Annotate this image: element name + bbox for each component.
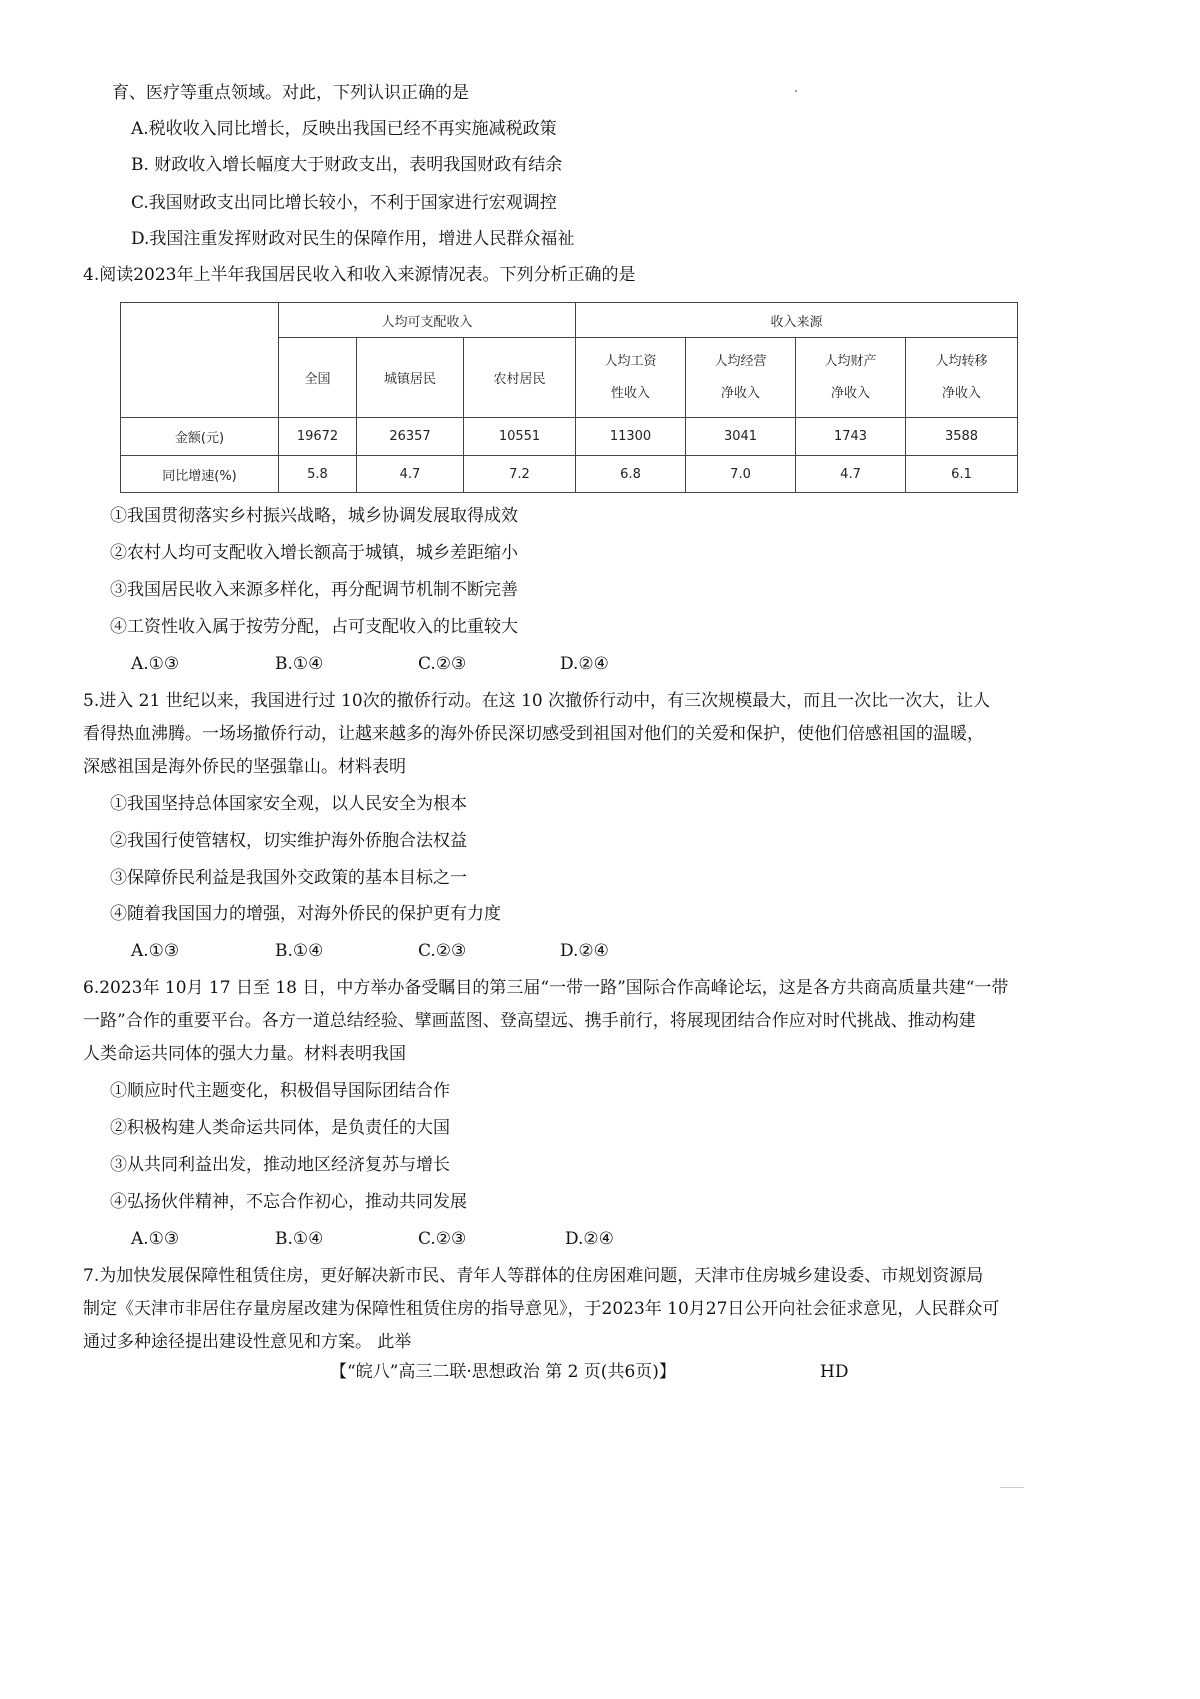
table-cell: 5.8 <box>279 456 357 493</box>
choice-d: D.②④ <box>560 941 609 961</box>
q3-option-b: B. 财政收入增长幅度大于财政支出，表明我国财政有结余 <box>131 155 563 175</box>
q5-stem-line-2: 看得热血沸腾。一场场撤侨行动，让越来越多的海外侨民深切感受到祖国对他们的关爱和保护，使他们倍感祖国的温暖， <box>83 724 984 744</box>
q5-stem-line-1: 5.进入 21 世纪以来，我国进行过 10次的撤侨行动。在这 10 次撤侨行动中，有三次规模最大，而且一次比一次大，让人 <box>83 691 991 711</box>
q4-statement-4: ④工资性收入属于按劳分配，占可支配收入的比重较大 <box>110 617 518 637</box>
choice-c: C.②③ <box>418 1229 467 1249</box>
q3-stem-end: 育、医疗等重点领域。对此，下列认识正确的是 <box>112 83 469 103</box>
q7-stem-line-3: 通过多种途径提出建设性意见和方案。 此举 <box>83 1332 412 1352</box>
q6-stem-line-3: 人类命运共同体的强大力量。材料表明我国 <box>83 1044 406 1064</box>
table-col-header: 全国 <box>279 338 357 418</box>
table-col-header: 人均经营 净收入 <box>686 338 796 418</box>
table-cell: 10551 <box>464 418 576 456</box>
table-row <box>121 456 1018 493</box>
choice-a: A.①③ <box>131 654 180 674</box>
table-cell: 6.8 <box>576 456 686 493</box>
table-cell: 4.7 <box>796 456 906 493</box>
table-col-header: 人均转移 净收入 <box>906 338 1018 418</box>
table-col-header: 人均工资 性收入 <box>576 338 686 418</box>
table-col-header: 农村居民 <box>464 338 576 418</box>
footer-code: HD <box>820 1362 849 1382</box>
table-cell: 11300 <box>576 418 686 456</box>
choice-b: B.①④ <box>275 1229 324 1249</box>
table-row <box>121 418 1018 456</box>
choice-a: A.①③ <box>131 1229 180 1249</box>
q5-statement-2: ②我国行使管辖权，切实维护海外侨胞合法权益 <box>110 831 467 851</box>
scan-speck <box>795 90 797 92</box>
choice-c: C.②③ <box>418 654 467 674</box>
q6-statement-1: ①顺应时代主题变化，积极倡导国际团结合作 <box>110 1081 450 1101</box>
scan-speck <box>1000 1487 1024 1488</box>
choice-d: D.②④ <box>565 1229 614 1249</box>
q6-statement-2: ②积极构建人类命运共同体，是负责任的大国 <box>110 1118 450 1138</box>
q5-statement-1: ①我国坚持总体国家安全观，以人民安全为根本 <box>110 794 467 814</box>
q3-option-c: C.我国财政支出同比增长较小，不利于国家进行宏观调控 <box>131 193 557 213</box>
table-cell: 3588 <box>906 418 1018 456</box>
table-cell: 3041 <box>686 418 796 456</box>
table-group-header: 人均可支配收入 <box>279 303 576 338</box>
table-cell: 1743 <box>796 418 906 456</box>
q3-option-d: D.我国注重发挥财政对民生的保障作用，增进人民群众福祉 <box>131 229 575 249</box>
income-table <box>120 302 1018 493</box>
choice-b: B.①④ <box>275 941 324 961</box>
q4-statement-2: ②农村人均可支配收入增长额高于城镇，城乡差距缩小 <box>110 543 518 563</box>
table-group-header: 收入来源 <box>576 303 1018 338</box>
q6-statement-3: ③从共同利益出发，推动地区经济复苏与增长 <box>110 1155 450 1175</box>
q3-option-a: A.税收收入同比增长，反映出我国已经不再实施减税政策 <box>131 119 557 139</box>
q6-statement-4: ④弘扬伙伴精神，不忘合作初心，推动共同发展 <box>110 1192 467 1212</box>
q5-statement-4: ④随着我国国力的增强，对海外侨民的保护更有力度 <box>110 904 501 924</box>
table-row-label: 同比增速(%) <box>121 456 279 493</box>
q7-stem-line-2: 制定《天津市非居住存量房屋改建为保障性租赁住房的指导意见》，于2023年 10月27日公开向社会征求意见，人民群众可 <box>83 1299 1000 1319</box>
q6-stem-line-2: 一路”合作的重要平台。各方一道总结经验、擘画蓝图、登高望远、携手前行，将展现团结合作应对时代挑战、推动构建 <box>83 1011 976 1031</box>
table-cell: 7.2 <box>464 456 576 493</box>
table-col-header: 人均财产 净收入 <box>796 338 906 418</box>
table-cell: 26357 <box>357 418 464 456</box>
q5-stem-line-3: 深感祖国是海外侨民的坚强靠山。材料表明 <box>83 757 406 777</box>
q5-statement-3: ③保障侨民利益是我国外交政策的基本目标之一 <box>110 868 467 888</box>
choice-d: D.②④ <box>560 654 609 674</box>
table-corner-cell <box>121 303 279 418</box>
choice-a: A.①③ <box>131 941 180 961</box>
q7-stem-line-1: 7.为加快发展保障性租赁住房，更好解决新市民、青年人等群体的住房困难问题，天津市住房城乡建设委、市规划资源局 <box>83 1266 984 1286</box>
q6-stem-line-1: 6.2023年 10月 17 日至 18 日，中方举办备受瞩目的第三届“一带一路”国际合作高峰论坛，这是各方共商高质量共建“一带 <box>83 978 1009 998</box>
table-cell: 7.0 <box>686 456 796 493</box>
table-cell: 19672 <box>279 418 357 456</box>
table-row-label: 金额(元) <box>121 418 279 456</box>
page-footer: 【“皖八”高三二联·思想政治 第 2 页(共6页)】 <box>330 1362 676 1382</box>
table-cell: 4.7 <box>357 456 464 493</box>
q4-statement-3: ③我国居民收入来源多样化，再分配调节机制不断完善 <box>110 580 518 600</box>
q4-statement-1: ①我国贯彻落实乡村振兴战略，城乡协调发展取得成效 <box>110 506 518 526</box>
choice-c: C.②③ <box>418 941 467 961</box>
table-cell: 6.1 <box>906 456 1018 493</box>
table-col-header: 城镇居民 <box>357 338 464 418</box>
choice-b: B.①④ <box>275 654 324 674</box>
q4-stem: 4.阅读2023年上半年我国居民收入和收入来源情况表。下列分析正确的是 <box>83 265 636 285</box>
